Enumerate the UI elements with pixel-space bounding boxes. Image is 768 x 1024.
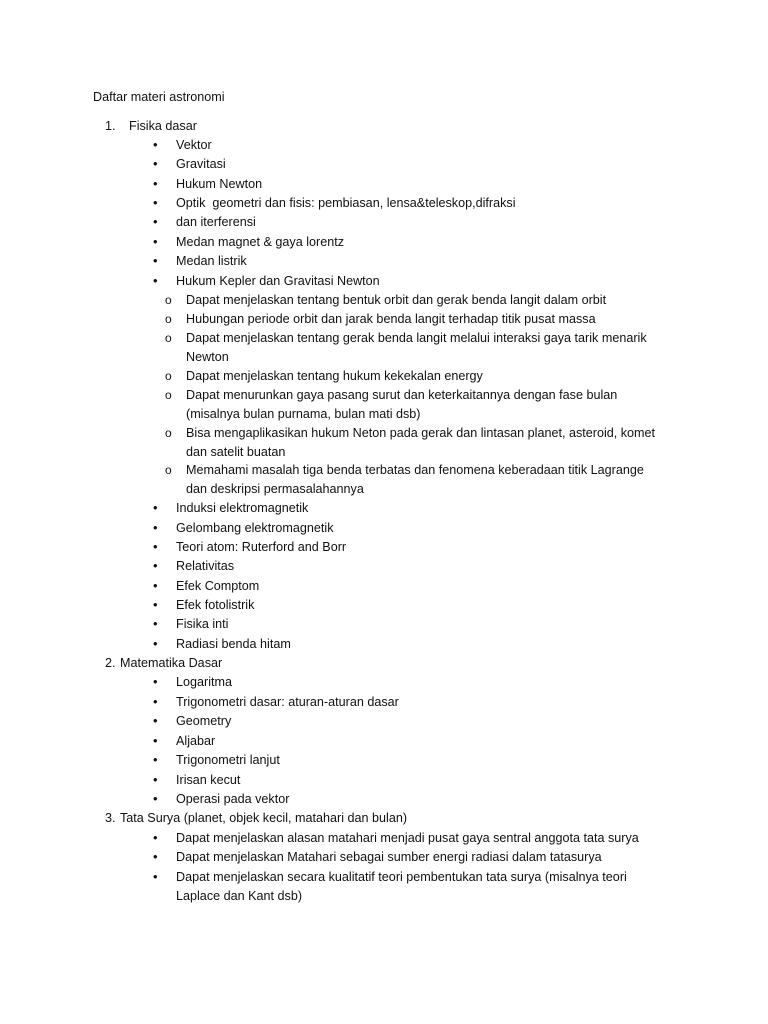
sub-list-item-continuation: (misalnya bulan purnama, bulan mati dsb): [186, 407, 421, 421]
circle-bullet-icon: o: [165, 426, 172, 440]
list-item: Trigonometri dasar: aturan-aturan dasar: [176, 695, 399, 709]
section-heading: Matematika Dasar: [120, 656, 223, 670]
bullet-icon: •: [153, 791, 158, 806]
list-item: Radiasi benda hitam: [176, 637, 291, 651]
sub-list-item-continuation: Newton: [186, 350, 229, 364]
bullet-icon: •: [153, 520, 158, 535]
list-item: dan iterferensi: [176, 215, 256, 229]
bullet-icon: •: [153, 713, 158, 728]
section-heading: Tata Surya (planet, objek kecil, matahari dan bulan): [120, 811, 408, 825]
list-item: Logaritma: [176, 675, 233, 689]
list-item: Geometry: [176, 714, 232, 728]
bullet-icon: •: [153, 539, 158, 554]
bullet-icon: •: [153, 830, 158, 845]
list-item: Fisika inti: [176, 617, 229, 631]
list-item: Induksi elektromagnetik: [176, 501, 309, 515]
circle-bullet-icon: o: [165, 369, 172, 383]
sub-list-item: Dapat menurunkan gaya pasang surut dan keterkaitannya dengan fase bulan: [186, 388, 618, 402]
list-item: Medan magnet & gaya lorentz: [176, 235, 345, 249]
sub-list-item-continuation: dan satelit buatan: [186, 445, 286, 459]
bullet-icon: •: [153, 616, 158, 631]
sub-list-item: Bisa mengaplikasikan hukum Neton pada gerak dan lintasan planet, asteroid, komet: [186, 426, 656, 440]
list-item: Hukum Newton: [176, 177, 263, 191]
bullet-icon: •: [153, 214, 158, 229]
circle-bullet-icon: o: [165, 463, 172, 477]
bullet-icon: •: [153, 752, 158, 767]
list-item: Teori atom: Ruterford and Borr: [176, 540, 347, 554]
circle-bullet-icon: o: [165, 312, 172, 326]
list-item: Operasi pada vektor: [176, 792, 290, 806]
bullet-icon: •: [153, 578, 158, 593]
bullet-icon: •: [153, 500, 158, 515]
bullet-icon: •: [153, 733, 158, 748]
bullet-icon: •: [153, 253, 158, 268]
bullet-icon: •: [153, 176, 158, 191]
circle-bullet-icon: o: [165, 293, 172, 307]
list-item: Trigonometri lanjut: [176, 753, 280, 767]
list-item: Efek fotolistrik: [176, 598, 255, 612]
list-item: Gelombang elektromagnetik: [176, 521, 334, 535]
bullet-icon: •: [153, 273, 158, 288]
bullet-icon: •: [153, 772, 158, 787]
list-item: Optik geometri dan fisis: pembiasan, lensa&teleskop,difraksi: [176, 196, 516, 210]
bullet-icon: •: [153, 195, 158, 210]
list-item: Dapat menjelaskan alasan matahari menjadi pusat gaya sentral anggota tata surya: [176, 831, 639, 845]
section-number: 2.: [105, 656, 116, 670]
sub-list-item-continuation: dan deskripsi permasalahannya: [186, 482, 364, 496]
circle-bullet-icon: o: [165, 331, 172, 345]
list-item: Efek Comptom: [176, 579, 260, 593]
list-item: Gravitasi: [176, 157, 226, 171]
list-item-continuation: Laplace dan Kant dsb): [176, 889, 303, 903]
bullet-icon: •: [153, 694, 158, 709]
sub-list-item: Dapat menjelaskan tentang gerak benda langit melalui interaksi gaya tarik menarik: [186, 331, 647, 345]
bullet-icon: •: [153, 156, 158, 171]
sub-list-item: Hubungan periode orbit dan jarak benda langit terhadap titik pusat massa: [186, 312, 596, 326]
list-item: Dapat menjelaskan Matahari sebagai sumber energi radiasi dalam tatasurya: [176, 850, 602, 864]
sub-list-item: Memahami masalah tiga benda terbatas dan fenomena keberadaan titik Lagrange: [186, 463, 644, 477]
sub-list-item: Dapat menjelaskan tentang bentuk orbit dan gerak benda langit dalam orbit: [186, 293, 607, 307]
section-number: 1.: [105, 119, 116, 133]
list-item: Irisan kecut: [176, 773, 241, 787]
bullet-icon: •: [153, 849, 158, 864]
circle-bullet-icon: o: [165, 388, 172, 402]
bullet-icon: •: [153, 636, 158, 651]
list-item: Vektor: [176, 138, 212, 152]
list-item: Hukum Kepler dan Gravitasi Newton: [176, 274, 380, 288]
bullet-icon: •: [153, 137, 158, 152]
bullet-icon: •: [153, 674, 158, 689]
bullet-icon: •: [153, 597, 158, 612]
bullet-icon: •: [153, 869, 158, 884]
document-title: Daftar materi astronomi: [93, 90, 225, 104]
list-item: Dapat menjelaskan secara kualitatif teori pembentukan tata surya (misalnya teori: [176, 870, 627, 884]
section-number: 3.: [105, 811, 116, 825]
list-item: Medan listrik: [176, 254, 247, 268]
list-item: Aljabar: [176, 734, 216, 748]
bullet-icon: •: [153, 234, 158, 249]
section-heading: Fisika dasar: [129, 119, 197, 133]
list-item: Relativitas: [176, 559, 235, 573]
sub-list-item: Dapat menjelaskan tentang hukum kekekalan energy: [186, 369, 483, 383]
bullet-icon: •: [153, 558, 158, 573]
